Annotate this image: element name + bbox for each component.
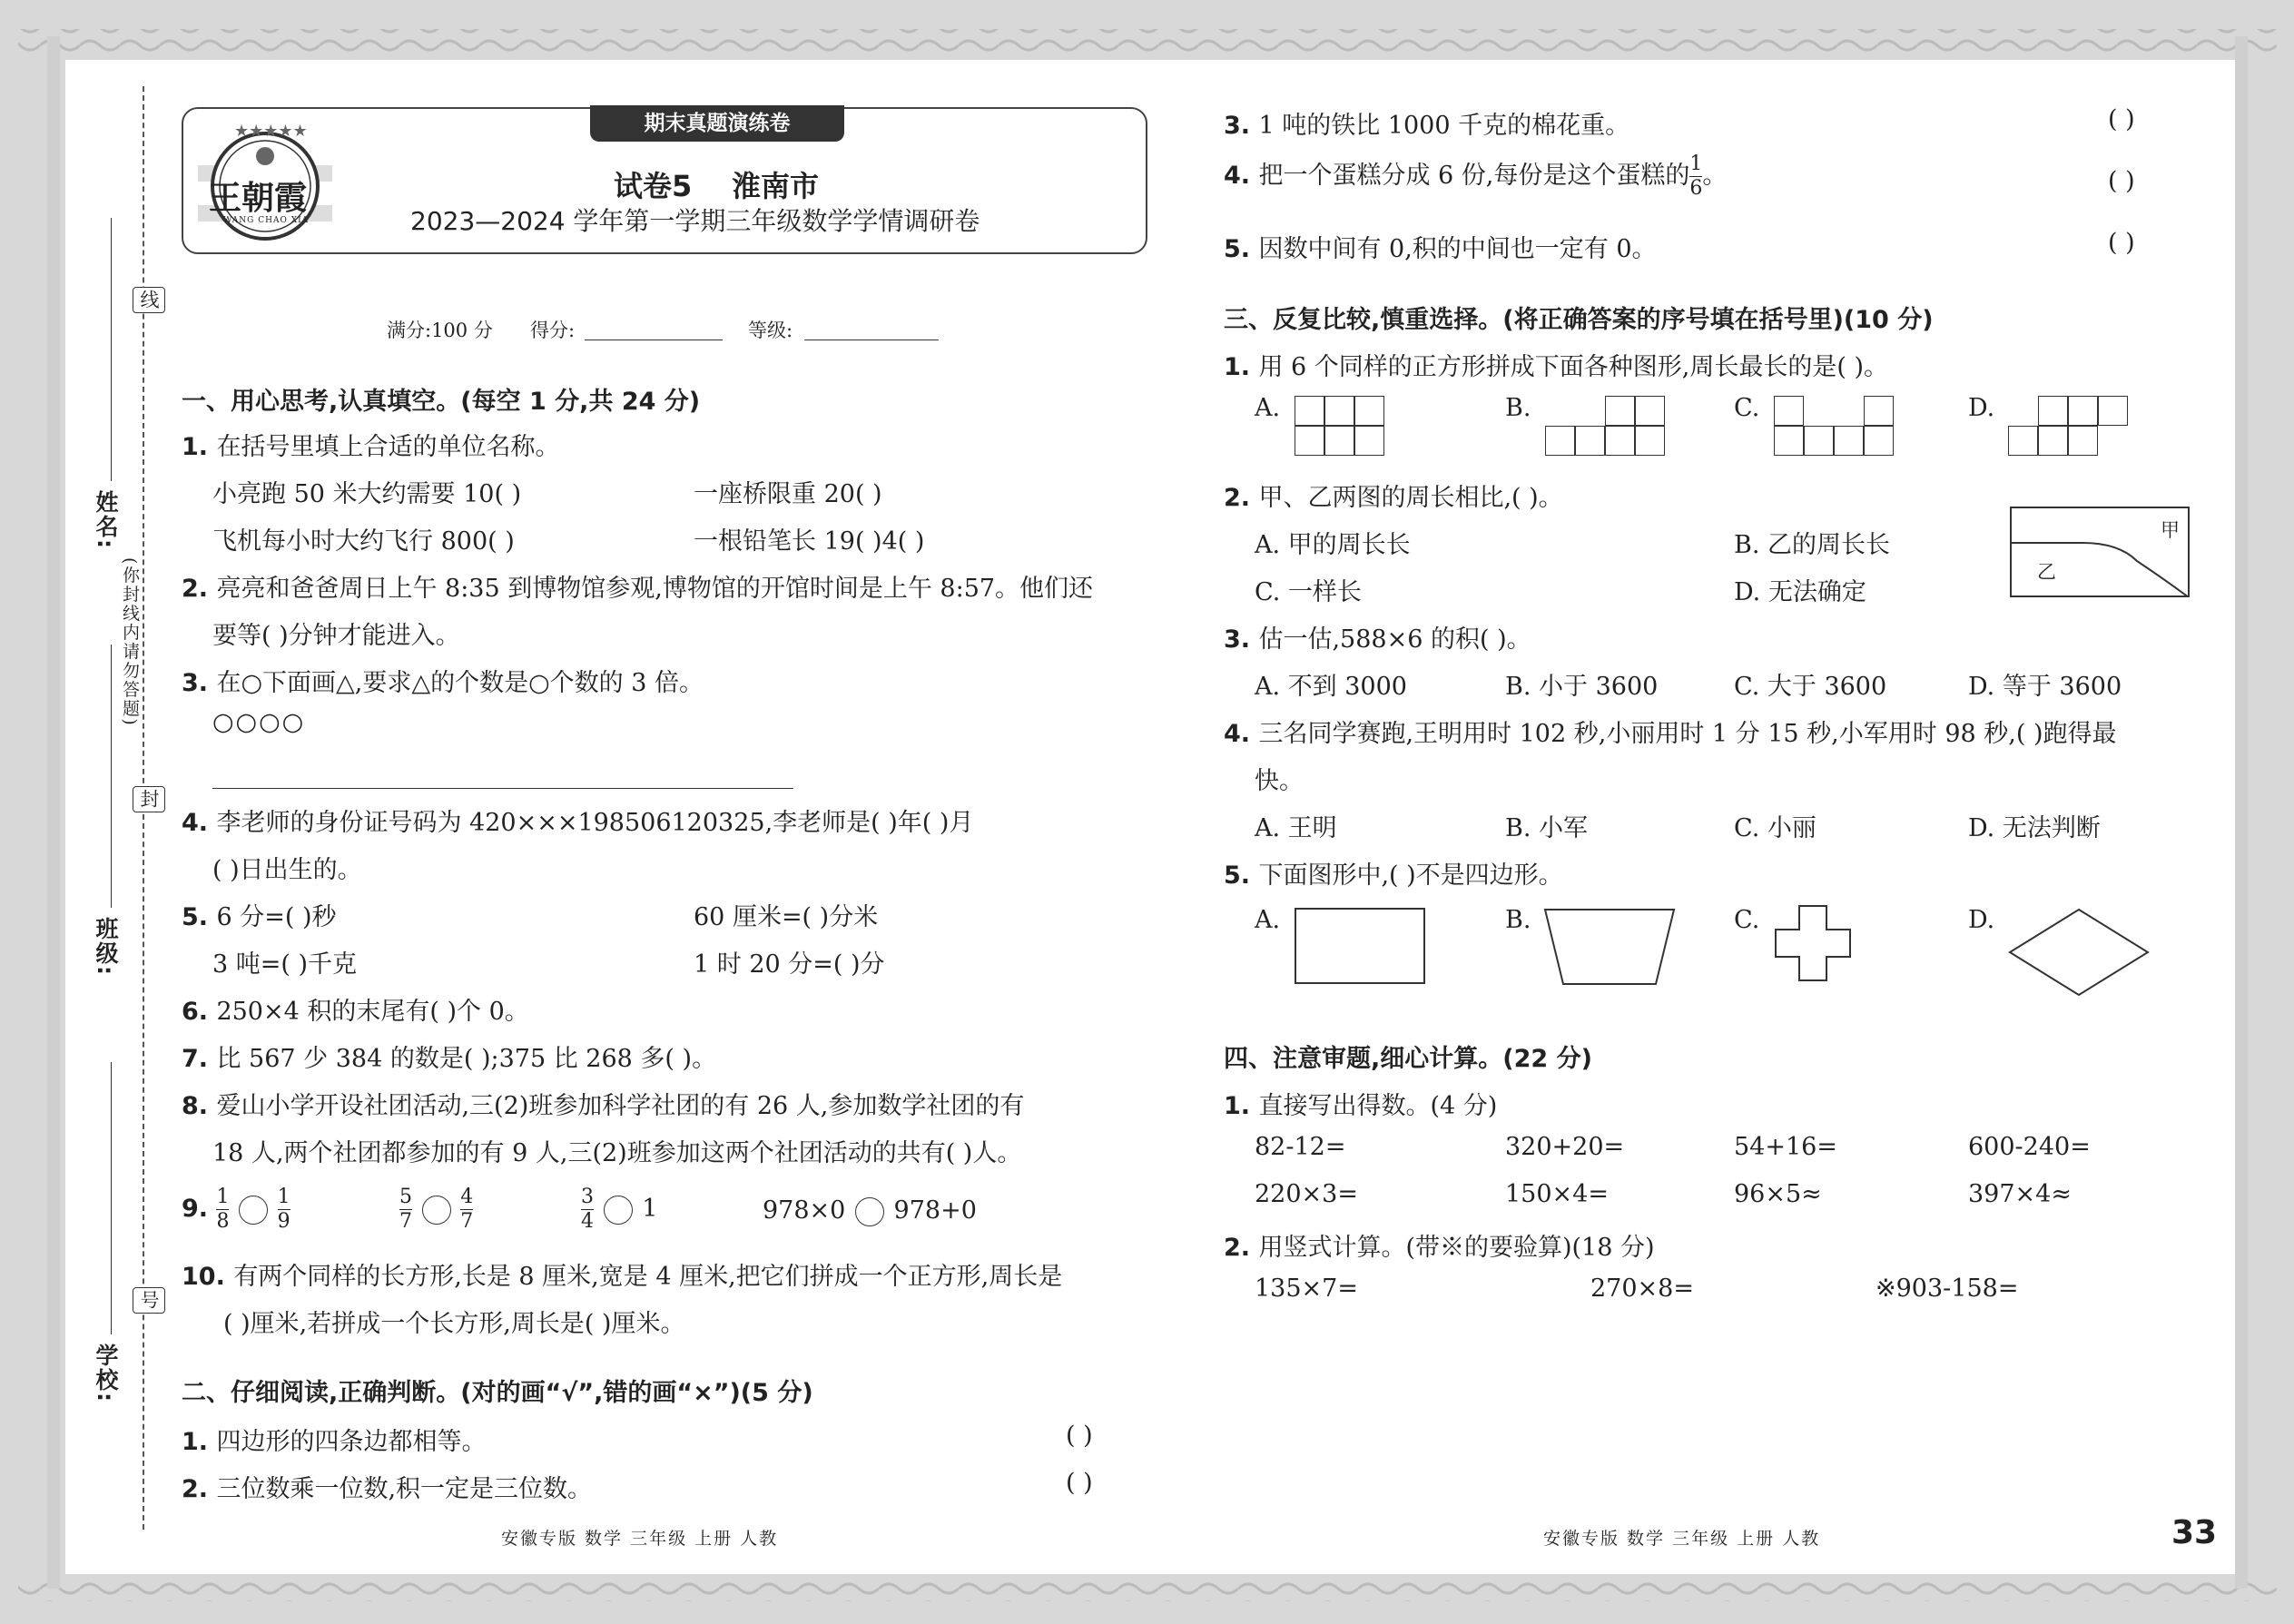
calc-q1-text: 直接写出得数。(4 分)	[1258, 1092, 1498, 1120]
fraction-den: 6	[1689, 177, 1703, 200]
page-number: 33	[2171, 1514, 2218, 1551]
mc-q4-option-a[interactable]: A. 王明	[1255, 814, 1337, 842]
q-number: 5.	[182, 903, 217, 931]
q-number: 7.	[182, 1045, 217, 1073]
q-number: 1.	[182, 1428, 217, 1456]
svg-text:★★★★★: ★★★★★	[234, 122, 308, 141]
q-number: 3.	[182, 669, 217, 697]
q9-compare-1: 9. $\frac{1}{8}$ $\frac{1}{9}$	[182, 1186, 290, 1233]
option-c-label[interactable]: C.	[1734, 394, 1760, 422]
exam-subtitle: 2023—2024 学年第一学期三年级数学学情调研卷	[410, 206, 980, 236]
compare-value: 978+0	[893, 1196, 977, 1225]
fraction-den: 7	[460, 1210, 474, 1233]
fraction-den: 8	[216, 1210, 230, 1233]
q2-text-b: 要等( )分钟才能进入。	[212, 622, 460, 650]
class-field[interactable]	[111, 645, 112, 908]
jia-yi-figure	[2010, 507, 2190, 597]
q-number: 3.	[1224, 112, 1259, 140]
mc-q2-text: 甲、乙两图的周长相比,( )。	[1258, 484, 1563, 512]
q-number: 1.	[182, 433, 217, 461]
q-number: 2.	[182, 1475, 217, 1503]
school-field[interactable]	[111, 1062, 112, 1334]
q-number: 2.	[1224, 484, 1259, 512]
tf-q3-text: 1 吨的铁比 1000 千克的棉花重。	[1258, 112, 1630, 140]
footer-left: 安徽专版 数学 三年级 上册 人教	[501, 1529, 779, 1549]
q5-item-d: 1 时 20 分=( )分	[694, 950, 885, 979]
mc-q4-option-b[interactable]: B. 小军	[1505, 814, 1589, 842]
q5-item-c: 3 吨=( )千克	[212, 950, 358, 979]
section-1-title: 一、用心思考,认真填空。(每空 1 分,共 24 分)	[182, 388, 701, 416]
q1-item-b: 一座桥限重 20( )	[694, 480, 882, 508]
q10-text-b: ( )厘米,若拼成一个长方形,周长是( )厘米。	[223, 1310, 685, 1338]
q-number: 2.	[1224, 1234, 1259, 1262]
fraction-num: 3	[581, 1186, 594, 1208]
tf-q4-text: 把一个蛋糕分成 6 份,每份是这个蛋糕的	[1258, 162, 1690, 190]
q3-text: 在○下面画△,要求△的个数是○个数的 3 倍。	[216, 669, 704, 697]
tf-q2-answer[interactable]: ( )	[1066, 1469, 1093, 1497]
binding-note: (你封线内请勿答题)	[120, 557, 140, 727]
q9-compare-4	[763, 1196, 977, 1226]
fraction-num: 1	[1689, 153, 1703, 175]
class-label: 班级:	[93, 917, 119, 977]
mc-q1-text: 用 6 个同样的正方形拼成下面各种图形,周长最长的是( )。	[1258, 353, 1889, 381]
mc-q2-option-c[interactable]: C. 一样长	[1255, 578, 1362, 606]
tf-q4: 4. 把一个蛋糕分成 6 份,每份是这个蛋糕的 $\frac{1}{6}$ 。	[1224, 153, 1728, 200]
mc-q3-text: 估一估,588×6 的积( )。	[1258, 625, 1531, 654]
calc-item[interactable]: 150×4=	[1505, 1180, 1609, 1208]
compare-value: 1	[642, 1195, 658, 1223]
calc-item[interactable]: ※903-158=	[1876, 1275, 2019, 1303]
q-number: 4.	[1224, 720, 1259, 748]
mc-q4-text-a: 三名同学赛跑,王明用时 102 秒,小丽用时 1 分 15 秒,小军用时 98 秒,( )跑得最	[1258, 720, 2117, 748]
score-label: 得分:	[530, 320, 576, 341]
q10-text-a: 有两个同样的长方形,长是 8 厘米,宽是 4 厘米,把它们拼成一个正方形,周长是	[233, 1263, 1063, 1291]
banner: 期末真题演练卷	[590, 105, 844, 142]
section-3-title: 三、反复比较,慎重选择。(将正确答案的序号填在括号里)(10 分)	[1224, 306, 1934, 334]
tf-q1-answer[interactable]: ( )	[1066, 1422, 1093, 1450]
calc-q2-text: 用竖式计算。(带※的要验算)(18 分)	[1258, 1234, 1655, 1262]
compare-circle[interactable]	[422, 1196, 451, 1225]
trapezoid-shape	[1543, 908, 1676, 989]
grade-label: 等级:	[748, 320, 793, 341]
q-number: 8.	[182, 1092, 217, 1120]
q-number: 1.	[1224, 353, 1259, 381]
section-2-title: 二、仔细阅读,正确判断。(对的画“√”,错的画“×”)(5 分)	[182, 1379, 813, 1407]
calc-item[interactable]: 220×3=	[1255, 1180, 1358, 1208]
fraction-num: 4	[460, 1186, 474, 1208]
q7-text: 比 567 少 384 的数是( );375 比 268 多( )。	[216, 1045, 717, 1073]
fraction-den: 9	[277, 1210, 290, 1233]
tf-q1-text: 四边形的四条边都相等。	[216, 1428, 487, 1456]
mc-q2-option-a[interactable]: A. 甲的周长长	[1255, 531, 1411, 559]
calc-item[interactable]: 320+20=	[1505, 1133, 1625, 1161]
q9-compare-3	[581, 1186, 657, 1234]
compare-circle[interactable]	[604, 1196, 633, 1225]
school-label: 学校:	[93, 1343, 119, 1403]
q8-text-b: 18 人,两个社团都参加的有 9 人,三(2)班参加这两个社团活动的共有( )人。	[212, 1139, 1022, 1167]
q1-text: 在括号里填上合适的单位名称。	[216, 433, 560, 461]
option-d-label[interactable]: D.	[1968, 394, 1995, 422]
mc-q3-option-c[interactable]: C. 大于 3600	[1734, 673, 1887, 701]
shape-option-a-label[interactable]: A.	[1255, 906, 1281, 934]
mc-q2-option-b[interactable]: B. 乙的周长长	[1734, 531, 1891, 559]
fraction-num: 5	[399, 1186, 412, 1208]
tf-q5-text: 因数中间有 0,积的中间也一定有 0。	[1258, 235, 1657, 263]
rhombus-shape	[2008, 908, 2150, 1000]
mc-q4-option-d[interactable]: D. 无法判断	[1968, 814, 2101, 842]
mc-q5-text: 下面图形中,( )不是四边形。	[1258, 861, 1563, 890]
calc-item[interactable]: 96×5≈	[1734, 1180, 1822, 1208]
q-number: 5.	[1224, 861, 1259, 890]
calc-item[interactable]: 135×7=	[1255, 1275, 1358, 1303]
q4-text-b: ( )日出生的。	[212, 856, 362, 884]
jia-label: 甲	[2161, 519, 2180, 541]
binding-mark-feng: 封	[133, 786, 165, 812]
q8-text-a: 爱山小学开设社团活动,三(2)班参加科学社团的有 26 人,参加数学社团的有	[216, 1092, 1025, 1120]
mc-q4-text-b: 快。	[1255, 767, 1304, 795]
mc-q3-option-b[interactable]: B. 小于 3600	[1505, 673, 1659, 701]
q1-item-c: 飞机每小时大约飞行 800( )	[212, 527, 515, 556]
tf-q4-answer[interactable]: ( )	[2108, 167, 2135, 195]
mc-q4-option-c[interactable]: C. 小丽	[1734, 814, 1816, 842]
calc-item[interactable]: 397×4≈	[1968, 1180, 2072, 1208]
q-number: 6.	[182, 998, 217, 1026]
compare-value: 978×0	[763, 1196, 846, 1225]
calc-item[interactable]: 600-240=	[1968, 1133, 2091, 1161]
logo-sub: WANG CHAO XIA	[223, 216, 310, 225]
q-number: 2.	[182, 575, 217, 603]
compare-circle[interactable]	[239, 1196, 268, 1225]
q9-compare-2	[399, 1186, 473, 1234]
q-number: 1.	[1224, 1092, 1259, 1120]
q3-drawing-line[interactable]	[212, 788, 793, 789]
fraction-num: 1	[216, 1186, 230, 1208]
q1-item-a: 小亮跑 50 米大约需要 10( )	[212, 480, 522, 508]
shape-option-b-label[interactable]: B.	[1505, 906, 1531, 934]
q5-item-a: 6 分=( )秒	[216, 903, 337, 931]
full-score: 满分:100 分	[387, 320, 493, 341]
rectangle-shape	[1295, 908, 1425, 984]
option-b-label[interactable]: B.	[1505, 394, 1531, 422]
calc-item[interactable]: 270×8=	[1590, 1275, 1694, 1303]
q6-text: 250×4 积的末尾有( )个 0。	[216, 998, 529, 1026]
calc-item[interactable]: 82-12=	[1255, 1133, 1346, 1161]
q-number: 4.	[182, 809, 217, 837]
calc-item[interactable]: 54+16=	[1734, 1133, 1837, 1161]
compare-circle[interactable]	[855, 1197, 884, 1226]
logo-text: 王朝霞	[209, 179, 308, 217]
logo	[198, 118, 332, 243]
cross-shape	[1774, 904, 1852, 986]
tf-q2-text: 三位数乘一位数,积一定是三位数。	[216, 1475, 593, 1503]
option-a-label[interactable]: A.	[1255, 394, 1281, 422]
binding-mark-hao: 号	[133, 1287, 165, 1314]
section-4-title: 四、注意审题,细心计算。(22 分)	[1224, 1045, 1592, 1073]
mc-q3-option-a[interactable]: A. 不到 3000	[1255, 673, 1407, 701]
tf-q4-end: 。	[1702, 162, 1728, 190]
footer-right: 安徽专版 数学 三年级 上册 人教	[1543, 1529, 1821, 1549]
fraction-den: 4	[581, 1210, 594, 1233]
mc-q2-option-d[interactable]: D. 无法确定	[1734, 578, 1866, 606]
q5-item-b: 60 厘米=( )分米	[694, 903, 879, 931]
q-number: 3.	[1224, 625, 1259, 654]
exam-number: 试卷5	[614, 169, 693, 203]
binding-mark-xian: 线	[133, 287, 165, 313]
q3-circles: ○○○○	[212, 708, 306, 736]
name-field[interactable]	[111, 218, 112, 481]
tf-q3-answer[interactable]: ( )	[2108, 105, 2135, 133]
mc-q3-option-d[interactable]: D. 等于 3600	[1968, 673, 2122, 701]
exam-city: 淮南市	[732, 169, 820, 203]
fraction-den: 7	[399, 1210, 412, 1233]
shape-option-c-label[interactable]: C.	[1734, 906, 1760, 934]
q-number: 5.	[1224, 235, 1259, 263]
q2-text-a: 亮亮和爸爸周日上午 8:35 到博物馆参观,博物馆的开馆时间是上午 8:57。他们还	[216, 575, 1094, 603]
fraction-num: 1	[277, 1186, 290, 1208]
yi-label: 乙	[2037, 561, 2056, 583]
shape-option-d-label[interactable]: D.	[1968, 906, 1995, 934]
name-label: 姓名:	[93, 490, 119, 550]
q4-text-a: 李老师的身份证号码为 420×××198506120325,李老师是( )年( )月	[216, 809, 974, 837]
tf-q5-answer[interactable]: ( )	[2108, 229, 2135, 257]
q1-item-d: 一根铅笔长 19( )4( )	[694, 527, 925, 556]
q-number: 10.	[182, 1263, 234, 1291]
